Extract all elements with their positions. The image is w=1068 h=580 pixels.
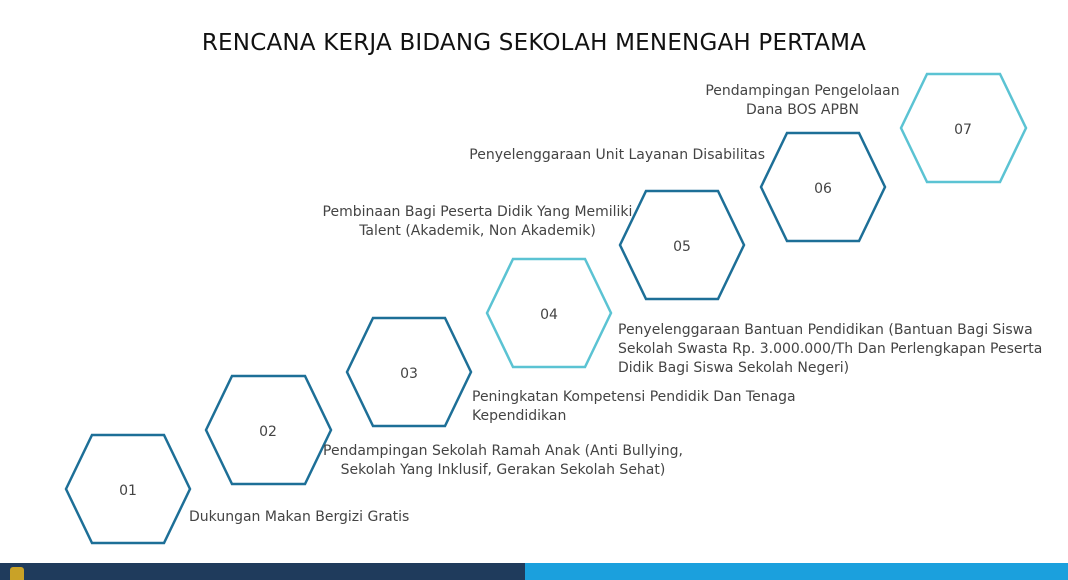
step-number: 05 xyxy=(673,239,691,255)
footer-bar-light xyxy=(525,563,1068,580)
step-label-4: Penyelenggaraan Bantuan Pendidikan (Bantuan Bagi Siswa Sekolah Swasta Rp. 3.000.000/Th Dan Perlengkapan Peserta Didik Bagi Siswa Sekolah Negeri) xyxy=(618,322,1043,376)
step-label-6: Penyelenggaraan Unit Layanan Disabilitas xyxy=(469,147,765,163)
step-label-1: Dukungan Makan Bergizi Gratis xyxy=(189,509,410,525)
step-hex-3 xyxy=(347,318,471,426)
step-hex-2 xyxy=(206,376,331,484)
emblem-logo xyxy=(10,567,24,580)
step-hex-1 xyxy=(66,435,190,543)
step-label-5: Pembinaan Bagi Peserta Didik Yang Memiliki Talent (Akademik, Non Akademik) xyxy=(322,204,633,239)
step-label-3: Peningkatan Kompetensi Pendidik Dan Tenaga Kependidikan xyxy=(472,389,796,424)
page-title: RENCANA KERJA BIDANG SEKOLAH MENENGAH PERTAMA xyxy=(201,30,867,56)
step-number: 07 xyxy=(954,122,972,138)
step-label-2: Pendampingan Sekolah Ramah Anak (Anti Bullying, Sekolah Yang Inklusif, Gerakan Sekolah Sehat) xyxy=(323,443,683,478)
footer-bar-dark xyxy=(0,563,525,580)
step-hex-6 xyxy=(761,133,885,241)
step-label-7: Pendampingan Pengelolaan Dana BOS APBN xyxy=(705,83,900,118)
step-number: 04 xyxy=(540,307,558,323)
step-number: 03 xyxy=(400,366,418,382)
step-number: 02 xyxy=(259,424,277,440)
step-hex-7 xyxy=(901,74,1026,182)
step-hex-4 xyxy=(487,259,611,367)
step-number: 06 xyxy=(814,181,832,197)
step-number: 01 xyxy=(119,483,137,499)
